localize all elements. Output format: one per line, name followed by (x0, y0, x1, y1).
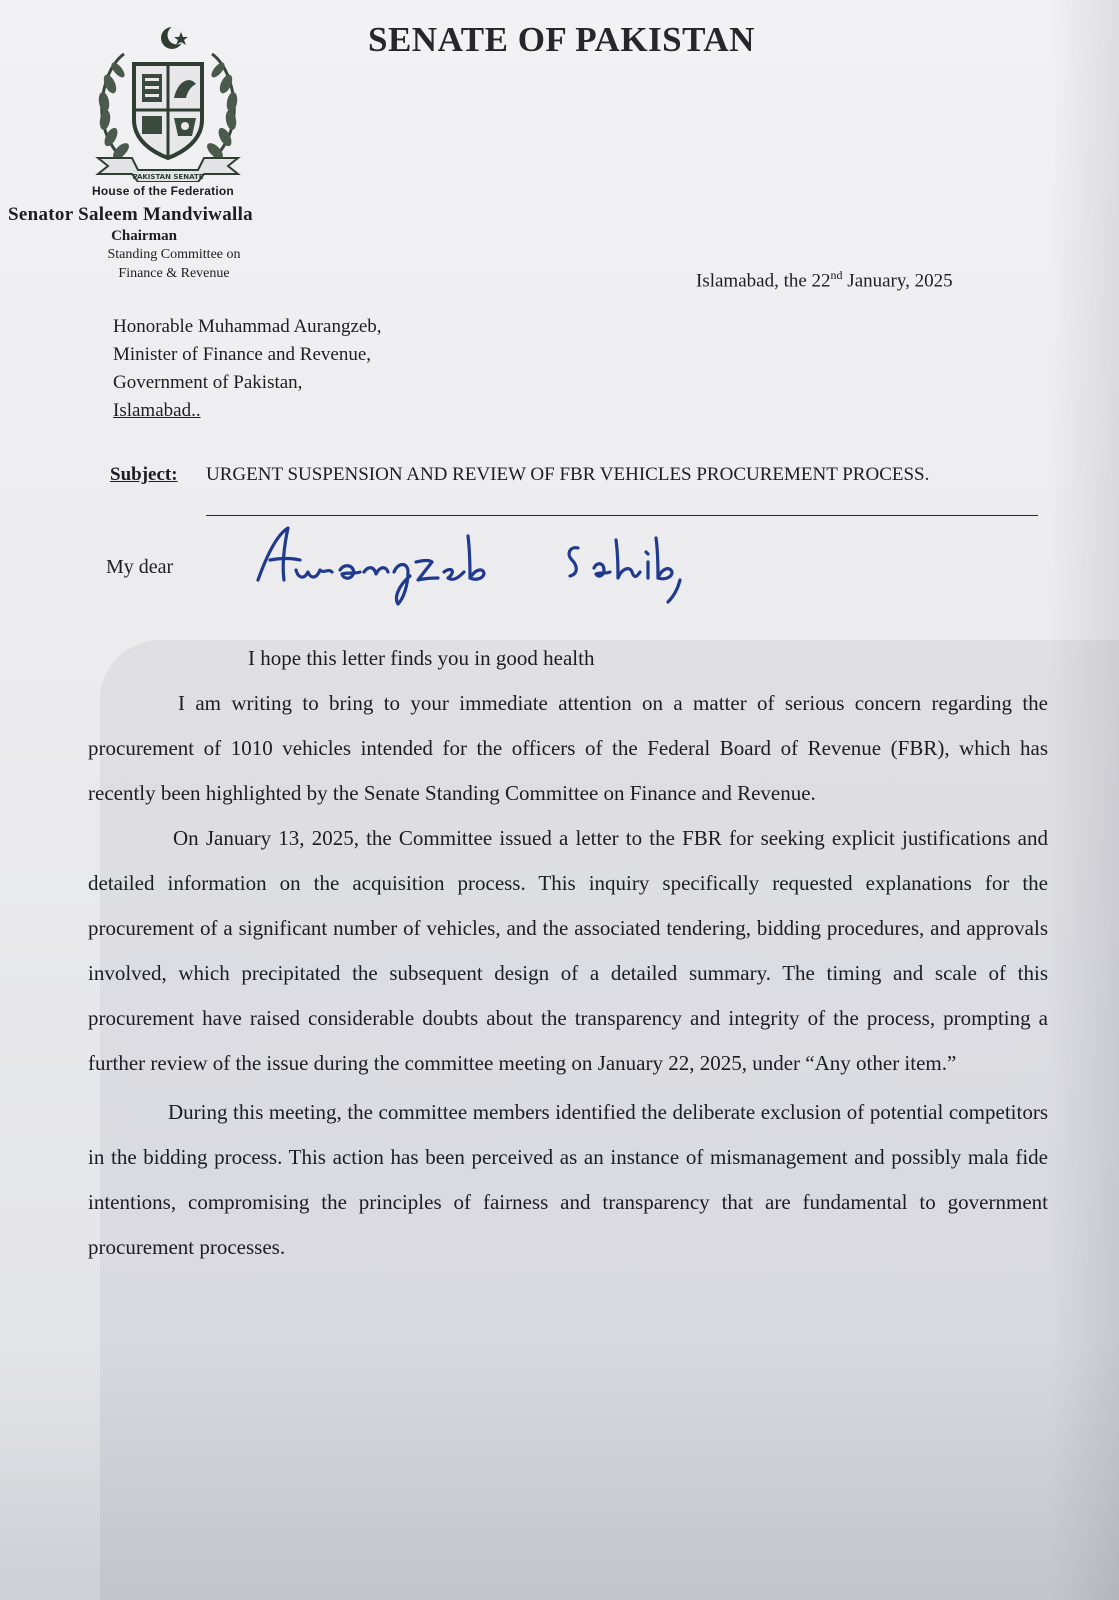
subject-colon: : (171, 464, 178, 485)
letterhead-title: SENATE OF PAKISTAN (368, 20, 755, 59)
svg-text:PAKISTAN SENATE: PAKISTAN SENATE (132, 173, 204, 181)
sender-block (8, 204, 328, 283)
recipient-line-2: Minister of Finance and Revenue, (113, 344, 372, 365)
date-suffix: nd (830, 268, 843, 282)
recipient-line-1: Honorable Muhammad Aurangzeb, (113, 316, 382, 337)
subject-label (110, 462, 178, 488)
sender-position: Chairman (111, 228, 177, 244)
letter-date (696, 268, 953, 292)
house-of-federation-label: House of the Federation (92, 184, 234, 198)
letter-body (88, 636, 1048, 1270)
subject-text: URGENT SUSPENSION AND REVIEW OF FBR VEHICLES PROCUREMENT PROCESS. (206, 464, 930, 485)
body-paragraph-3: During this meeting, the committee members identified the deliberate exclusion of potential competitors in the bidding process. This action has been perceived as an instance of mismanagement and possibly mala fide intentions, compromising the principles of fairness and transparency that are fundamental to government procurement processes. (88, 1100, 1048, 1259)
page-bottom-shade (0, 1340, 1119, 1600)
date-prefix: Islamabad, the 22 (696, 270, 831, 292)
sender-committee (64, 245, 284, 283)
recipient-line-4: Islamabad.. (113, 400, 201, 421)
recipient-address (113, 313, 382, 425)
body-paragraph-2: On January 13, 2025, the Committee issued a letter to the FBR for seeking explicit justifications and detailed information on the acquisition process. This inquiry specifically requested explanations for the procurement of a significant number of vehicles, and the associated tendering, bidding procedures, and approvals involved, which precipitated the subsequent design of a detailed summary. The timing and scale of this procurement have raised considerable doubts about the transparency and integrity of the process, prompting a further review of the issue during the committee meeting on January 22, 2025, under “Any other item.” (88, 826, 1048, 1075)
body-paragraph-1: I am writing to bring to your immediate attention on a matter of serious concern regarding the procurement of 1010 vehicles intended for the officers of the Federal Board of Revenue (FBR), which has recently been highlighted by the Senate Standing Committee on Finance and Revenue. (88, 691, 1048, 805)
committee-line-1: Standing Committee on (107, 247, 241, 262)
subject-label-text: Subject (110, 464, 172, 485)
committee-line-2: Finance & Revenue (118, 266, 230, 281)
sender-name: Senator Saleem Mandviwalla (8, 204, 253, 225)
subject-underline (206, 515, 1038, 516)
senate-emblem-icon (88, 24, 248, 182)
body-greeting: I hope this letter finds you in good health (248, 646, 595, 670)
recipient-line-3: Government of Pakistan, (113, 372, 303, 393)
handwritten-salutation-icon (248, 522, 788, 612)
salutation-printed: My dear (106, 556, 174, 578)
date-rest: January, 2025 (842, 270, 953, 292)
